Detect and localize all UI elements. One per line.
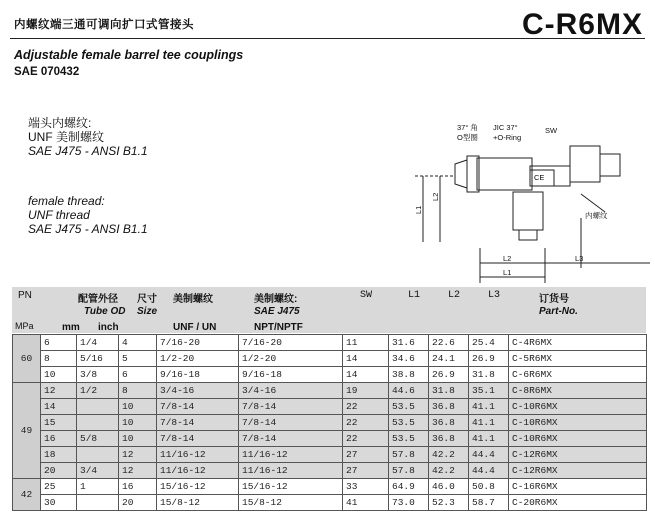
thread-end xyxy=(600,154,620,176)
cell-mm: 30 xyxy=(41,495,77,511)
thread-spec-en xyxy=(28,194,148,236)
cell-unf: 7/8-14 xyxy=(157,431,239,447)
thread-cn-type: UNF 美制螺纹 xyxy=(28,130,104,144)
cell-part-no: C-10R6MX xyxy=(509,431,647,447)
diagram-l1-vert: L1 xyxy=(414,205,423,214)
cell-sw: 22 xyxy=(343,415,389,431)
hdr-l1: L1 xyxy=(408,290,421,301)
table-row xyxy=(13,399,647,415)
table-row xyxy=(13,351,647,367)
cell-l3: 41.1 xyxy=(469,399,509,415)
cell-sw: 11 xyxy=(343,335,389,351)
fitting-diagram xyxy=(405,118,650,288)
cell-npt: 7/8-14 xyxy=(239,399,343,415)
spec-table xyxy=(12,334,647,511)
cell-mm: 25 xyxy=(41,479,77,495)
cell-l2: 36.8 xyxy=(429,431,469,447)
cell-inch: 3/8 xyxy=(77,367,119,383)
cell-l3: 44.4 xyxy=(469,447,509,463)
cell-l3: 41.1 xyxy=(469,415,509,431)
thread-cn-std: SAE J475 - ANSI B1.1 xyxy=(28,144,148,158)
cell-inch xyxy=(77,495,119,511)
table-row xyxy=(13,447,647,463)
cell-l2: 26.9 xyxy=(429,367,469,383)
cell-npt: 15/8-12 xyxy=(239,495,343,511)
cell-unf: 7/8-14 xyxy=(157,415,239,431)
cell-unf: 15/16-12 xyxy=(157,479,239,495)
hex-nut xyxy=(570,146,600,182)
title-chinese: 内螺纹端三通可调向扩口式管接头 xyxy=(14,19,194,31)
hdr-tube-en: Tube OD xyxy=(84,306,126,317)
cell-part-no: C-5R6MX xyxy=(509,351,647,367)
cell-mm: 12 xyxy=(41,383,77,399)
cell-inch: 3/4 xyxy=(77,463,119,479)
cell-l2: 22.6 xyxy=(429,335,469,351)
diagram-angle-label: 37° 角 xyxy=(457,123,478,132)
cell-mm: 20 xyxy=(41,463,77,479)
table-row xyxy=(13,383,647,399)
cell-l1: 64.9 xyxy=(389,479,429,495)
cell-l2: 52.3 xyxy=(429,495,469,511)
cell-unf: 11/16-12 xyxy=(157,447,239,463)
cell-inch: 5/8 xyxy=(77,431,119,447)
cell-sw: 22 xyxy=(343,399,389,415)
cell-l1: 57.8 xyxy=(389,447,429,463)
hdr-tube-cn: 配管外径 xyxy=(78,294,118,305)
cell-l1: 38.8 xyxy=(389,367,429,383)
cell-part-no: C-12R6MX xyxy=(509,463,647,479)
cell-sw: 41 xyxy=(343,495,389,511)
cell-sw: 14 xyxy=(343,351,389,367)
cell-l1: 53.5 xyxy=(389,431,429,447)
cell-npt: 11/16-12 xyxy=(239,447,343,463)
cell-inch xyxy=(77,399,119,415)
table-row xyxy=(13,335,647,351)
cell-mm: 15 xyxy=(41,415,77,431)
hdr-thread2-sub: NPT/NPTF xyxy=(254,322,303,333)
cell-inch xyxy=(77,415,119,431)
cell-part-no: C-12R6MX xyxy=(509,447,647,463)
cell-unf: 3/4-16 xyxy=(157,383,239,399)
cell-size: 16 xyxy=(119,479,157,495)
cell-l3: 41.1 xyxy=(469,431,509,447)
table-row xyxy=(13,431,647,447)
hdr-part-en: Part-No. xyxy=(539,306,578,317)
cell-unf: 15/8-12 xyxy=(157,495,239,511)
diagram-l2-vert: L2 xyxy=(431,192,440,201)
diagram-oring-label: O型圈 xyxy=(457,133,478,142)
cell-part-no: C-6R6MX xyxy=(509,367,647,383)
cell-l2: 31.8 xyxy=(429,383,469,399)
cell-l2: 36.8 xyxy=(429,399,469,415)
cell-npt: 7/16-20 xyxy=(239,335,343,351)
cell-inch: 5/16 xyxy=(77,351,119,367)
cell-sw: 22 xyxy=(343,431,389,447)
cell-unf: 11/16-12 xyxy=(157,463,239,479)
cell-l1: 53.5 xyxy=(389,415,429,431)
hdr-size-cn: 尺寸 xyxy=(137,294,157,305)
cell-unf: 9/16-18 xyxy=(157,367,239,383)
cell-l1: 53.5 xyxy=(389,399,429,415)
flare-end xyxy=(455,160,467,188)
cell-pn: 42 xyxy=(13,479,41,511)
cell-l3: 25.4 xyxy=(469,335,509,351)
cell-l3: 26.9 xyxy=(469,351,509,367)
hdr-pn: PN xyxy=(18,290,32,301)
hdr-inch: inch xyxy=(98,322,119,333)
cell-npt: 11/16-12 xyxy=(239,463,343,479)
hdr-sw: SW xyxy=(360,290,373,301)
cell-npt: 1/2-20 xyxy=(239,351,343,367)
cell-sw: 14 xyxy=(343,367,389,383)
thread-cn-label: 端头内螺纹: xyxy=(28,116,92,130)
tee-body xyxy=(477,158,532,190)
hdr-size-en: Size xyxy=(137,306,158,317)
cell-l2: 42.2 xyxy=(429,463,469,479)
cell-part-no: C-10R6MX xyxy=(509,399,647,415)
hdr-thread2-cn: 美制螺纹: xyxy=(254,294,298,305)
cell-l2: 24.1 xyxy=(429,351,469,367)
diagram-ce: CE xyxy=(534,173,545,182)
cell-l3: 50.8 xyxy=(469,479,509,495)
cell-l1: 73.0 xyxy=(389,495,429,511)
cell-mm: 16 xyxy=(41,431,77,447)
cell-npt: 7/8-14 xyxy=(239,415,343,431)
cell-pn: 49 xyxy=(13,383,41,479)
hdr-l2: L2 xyxy=(448,290,461,301)
cell-size: 5 xyxy=(119,351,157,367)
cell-size: 10 xyxy=(119,431,157,447)
thread-en-std: SAE J475 - ANSI B1.1 xyxy=(28,222,148,236)
table-row xyxy=(13,367,647,383)
cell-sw: 33 xyxy=(343,479,389,495)
cell-size: 20 xyxy=(119,495,157,511)
hdr-l3: L3 xyxy=(488,290,501,301)
cell-l1: 31.6 xyxy=(389,335,429,351)
title-english: Adjustable female barrel tee couplings xyxy=(14,48,244,62)
cell-inch: 1 xyxy=(77,479,119,495)
cell-l3: 31.8 xyxy=(469,367,509,383)
cell-l3: 58.7 xyxy=(469,495,509,511)
cell-l2: 42.2 xyxy=(429,447,469,463)
cell-size: 10 xyxy=(119,415,157,431)
cell-npt: 15/16-12 xyxy=(239,479,343,495)
cell-mm: 18 xyxy=(41,447,77,463)
lower-tip xyxy=(519,230,537,240)
diagram-l3: L3 xyxy=(575,254,584,263)
diagram-oring-en: +O-Ring xyxy=(493,133,522,142)
cell-unf: 7/16-20 xyxy=(157,335,239,351)
cell-l3: 35.1 xyxy=(469,383,509,399)
cell-l2: 36.8 xyxy=(429,415,469,431)
cell-npt: 3/4-16 xyxy=(239,383,343,399)
cell-size: 6 xyxy=(119,367,157,383)
diagram-female-thread: 内螺纹 xyxy=(585,211,608,220)
diagram-l1: L1 xyxy=(503,268,512,277)
cell-size: 12 xyxy=(119,447,157,463)
cell-size: 12 xyxy=(119,463,157,479)
cell-sw: 27 xyxy=(343,463,389,479)
cell-mm: 14 xyxy=(41,399,77,415)
cell-part-no: C-8R6MX xyxy=(509,383,647,399)
cell-size: 8 xyxy=(119,383,157,399)
cell-size: 10 xyxy=(119,399,157,415)
cell-mm: 6 xyxy=(41,335,77,351)
hdr-thread1-cn: 美制螺纹 xyxy=(173,294,213,305)
table-row xyxy=(13,415,647,431)
cell-sw: 19 xyxy=(343,383,389,399)
cell-part-no: C-20R6MX xyxy=(509,495,647,511)
hdr-thread2-en: SAE J475 xyxy=(254,306,300,317)
table-row xyxy=(13,479,647,495)
thread-en-type: UNF thread xyxy=(28,208,90,222)
cell-l1: 44.6 xyxy=(389,383,429,399)
table-row xyxy=(13,495,647,511)
cell-part-no: C-16R6MX xyxy=(509,479,647,495)
cell-l3: 44.4 xyxy=(469,463,509,479)
header-divider xyxy=(10,38,645,39)
cell-inch xyxy=(77,447,119,463)
thread-en-label: female thread: xyxy=(28,194,105,208)
cell-part-no: C-4R6MX xyxy=(509,335,647,351)
cell-inch: 1/2 xyxy=(77,383,119,399)
cell-l2: 46.0 xyxy=(429,479,469,495)
cell-l1: 34.6 xyxy=(389,351,429,367)
hdr-thread1-en: UNF / UN xyxy=(173,322,217,333)
product-code: C-R6MX xyxy=(521,8,643,41)
standard-code: SAE 070432 xyxy=(14,66,80,78)
lower-nut xyxy=(513,192,543,230)
cell-part-no: C-10R6MX xyxy=(509,415,647,431)
cell-mm: 10 xyxy=(41,367,77,383)
diagram-sw: SW xyxy=(545,126,558,135)
table-row xyxy=(13,463,647,479)
cell-pn: 60 xyxy=(13,335,41,383)
hdr-mm: mm xyxy=(62,322,80,333)
cell-mm: 8 xyxy=(41,351,77,367)
table-header xyxy=(12,287,646,333)
thread-spec-cn xyxy=(28,116,148,158)
hdr-part-cn: 订货号 xyxy=(539,294,569,305)
cell-sw: 27 xyxy=(343,447,389,463)
cell-unf: 1/2-20 xyxy=(157,351,239,367)
cell-size: 4 xyxy=(119,335,157,351)
cell-npt: 9/16-18 xyxy=(239,367,343,383)
hdr-mpa: MPa xyxy=(15,321,34,331)
diagram-jic-label: JIC 37° xyxy=(493,123,518,132)
cell-npt: 7/8-14 xyxy=(239,431,343,447)
diagram-l2: L2 xyxy=(503,254,512,263)
cell-inch: 1/4 xyxy=(77,335,119,351)
cell-l1: 57.8 xyxy=(389,463,429,479)
cell-unf: 7/8-14 xyxy=(157,399,239,415)
